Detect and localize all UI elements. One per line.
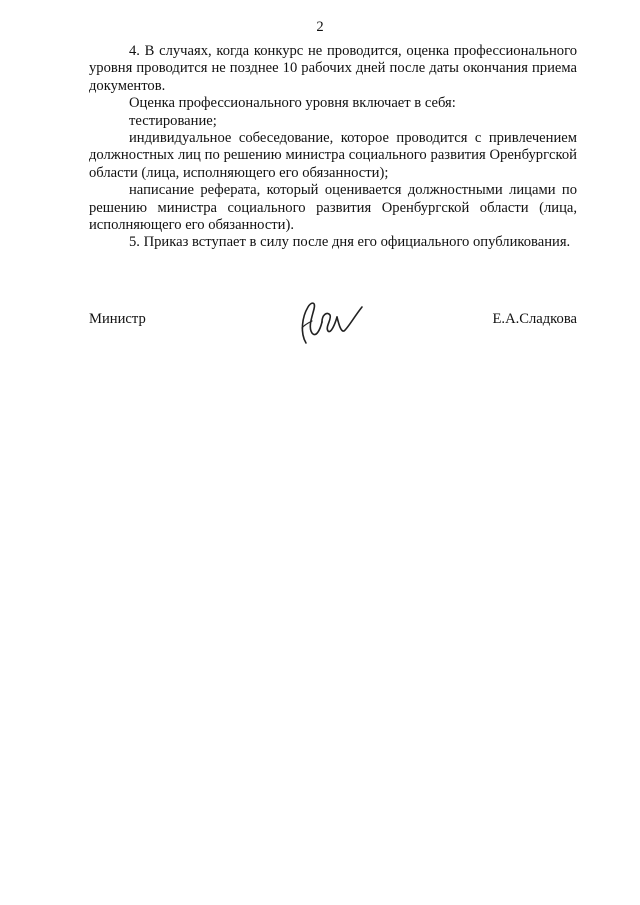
- document-body: [89, 43, 577, 252]
- assessment-intro: Оценка профессионального уровня включает в себя:: [129, 95, 456, 112]
- handwritten-signature-icon: [292, 297, 372, 349]
- assessment-testing: тестирование;: [129, 112, 217, 129]
- paragraph-item-5: 5. Приказ вступает в силу после дня его официального опубликования.: [129, 234, 571, 251]
- page-number: 2: [316, 19, 324, 35]
- signature-block: [89, 297, 577, 357]
- signatory-title: Министр: [89, 311, 146, 327]
- assessment-interview: индивидуальное собеседование, которое проводится с привлечением должностных лиц по решению министра социального развития Оренбургской области (лица, исполняющего его обязанности);: [89, 130, 577, 181]
- signatory-name: Е.А.Сладкова: [492, 311, 577, 327]
- assessment-essay: написание реферата, который оценивается должностными лицами по решению министра социального развития Оренбургской области (лица, исполняющего его обязанности).: [89, 182, 577, 234]
- paragraph-item-4: 4. В случаях, когда конкурс не проводится, оценка профессионального уровня проводится не позднее 10 рабочих дней после даты окончания приема документов.: [89, 43, 577, 94]
